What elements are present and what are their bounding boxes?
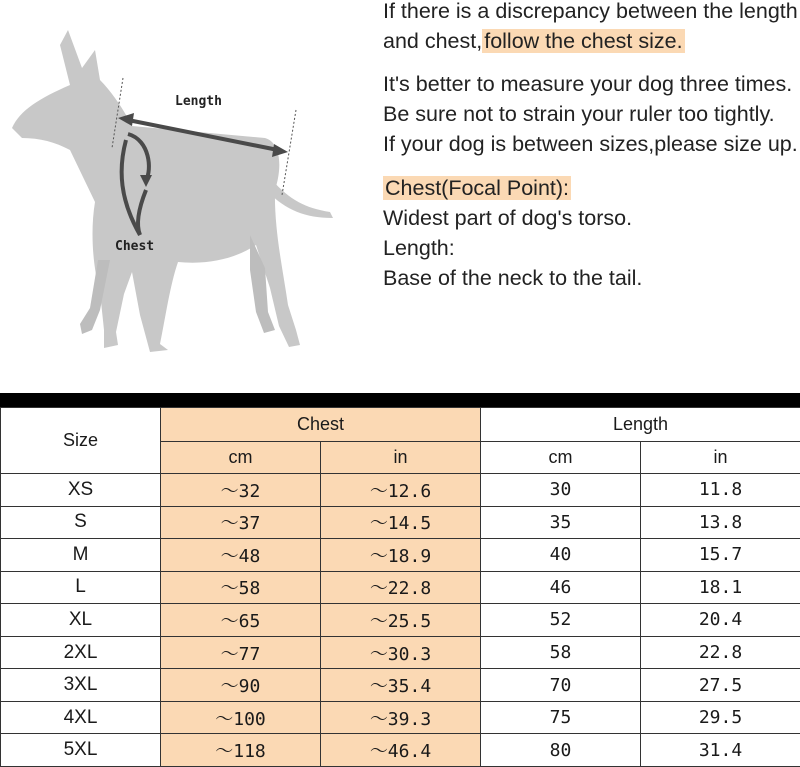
table-row xyxy=(1,604,800,637)
length-description: Base of the neck to the tail. xyxy=(383,266,643,290)
size-cell: 2XL xyxy=(1,636,161,669)
length-label: Length xyxy=(175,94,222,109)
table-row xyxy=(1,636,800,669)
table-body xyxy=(1,474,800,767)
chest-in-cell: ～14.5 xyxy=(321,506,481,539)
tip-ruler: Be sure not to strain your ruler too tightly. xyxy=(383,102,775,126)
length-cm-cell: 80 xyxy=(481,734,641,767)
chest-in-cell: ～46.4 xyxy=(321,734,481,767)
chest-cm-cell: ～48 xyxy=(161,539,321,572)
size-cell: XS xyxy=(1,474,161,507)
length-cm-cell: 70 xyxy=(481,669,641,702)
dog-measurement-diagram xyxy=(0,30,345,360)
discrepancy-note: If there is a discrepancy between the length and chest,follow the chest size. xyxy=(383,0,798,53)
measurement-notes xyxy=(383,0,798,293)
chest-cm-cell: ～58 xyxy=(161,571,321,604)
tip-size-up: If your dog is between sizes,please size up. xyxy=(383,132,798,156)
chest-in-cell: ～35.4 xyxy=(321,669,481,702)
chest-in-header: in xyxy=(321,442,481,474)
length-cm-cell: 46 xyxy=(481,571,641,604)
size-cell: L xyxy=(1,571,161,604)
length-cm-cell: 40 xyxy=(481,539,641,572)
chest-description: Widest part of dog's torso. xyxy=(383,206,633,230)
size-cell: M xyxy=(1,539,161,572)
length-cm-cell: 75 xyxy=(481,701,641,734)
chest-label: Chest xyxy=(115,239,155,254)
table-row xyxy=(1,571,800,604)
chest-in-cell: ～25.5 xyxy=(321,604,481,637)
table-header-row xyxy=(1,408,800,442)
size-cell: 4XL xyxy=(1,701,161,734)
table-row xyxy=(1,734,800,767)
chest-in-cell: ～22.8 xyxy=(321,571,481,604)
chest-cm-cell: ～77 xyxy=(161,636,321,669)
chest-header: Chest xyxy=(161,408,481,442)
length-in-cell: 27.5 xyxy=(641,669,800,702)
length-cm-cell: 52 xyxy=(481,604,641,637)
chest-cm-cell: ～37 xyxy=(161,506,321,539)
table-row xyxy=(1,506,800,539)
size-header: Size xyxy=(1,408,161,474)
chest-size-highlight: follow the chest size. xyxy=(484,29,683,53)
length-cm-cell: 35 xyxy=(481,506,641,539)
chest-in-cell: ～39.3 xyxy=(321,701,481,734)
chest-cm-cell: ～118 xyxy=(161,734,321,767)
length-in-cell: 29.5 xyxy=(641,701,800,734)
dog-silhouette-icon xyxy=(0,30,345,360)
chest-cm-cell: ～90 xyxy=(161,669,321,702)
divider-bar xyxy=(0,393,800,407)
chest-cm-cell: ～65 xyxy=(161,604,321,637)
table-row xyxy=(1,701,800,734)
size-chart-table xyxy=(0,407,800,767)
table-row xyxy=(1,539,800,572)
chest-in-cell: ～12.6 xyxy=(321,474,481,507)
table-row xyxy=(1,474,800,507)
length-in-cell: 20.4 xyxy=(641,604,800,637)
length-in-cell: 31.4 xyxy=(641,734,800,767)
chest-cm-cell: ～32 xyxy=(161,474,321,507)
size-cell: S xyxy=(1,506,161,539)
length-cm-cell: 58 xyxy=(481,636,641,669)
length-in-cell: 18.1 xyxy=(641,571,800,604)
length-in-cell: 22.8 xyxy=(641,636,800,669)
chest-heading: Chest(Focal Point): xyxy=(385,176,570,200)
chest-in-cell: ～30.3 xyxy=(321,636,481,669)
table-row xyxy=(1,669,800,702)
chest-cm-header: cm xyxy=(161,442,321,474)
length-heading: Length: xyxy=(383,236,455,260)
chest-in-cell: ～18.9 xyxy=(321,539,481,572)
length-header: Length xyxy=(481,408,800,442)
length-in-cell: 15.7 xyxy=(641,539,800,572)
length-in-cell: 13.8 xyxy=(641,506,800,539)
length-cm-cell: 30 xyxy=(481,474,641,507)
size-cell: 5XL xyxy=(1,734,161,767)
length-cm-header: cm xyxy=(481,442,641,474)
size-cell: XL xyxy=(1,604,161,637)
tip-measure-three-times: It's better to measure your dog three times. xyxy=(383,72,793,96)
length-in-cell: 11.8 xyxy=(641,474,800,507)
length-in-header: in xyxy=(641,442,800,474)
chest-cm-cell: ～100 xyxy=(161,701,321,734)
size-cell: 3XL xyxy=(1,669,161,702)
